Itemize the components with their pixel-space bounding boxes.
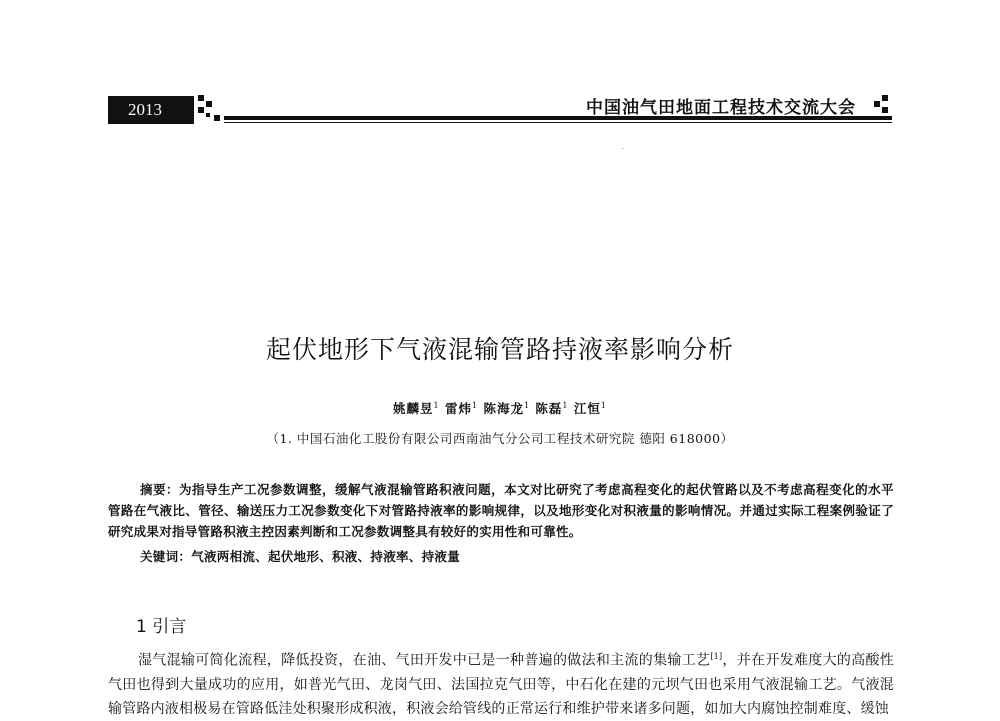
section-number: 1 [136, 617, 147, 637]
author-name: 江恒 [573, 401, 601, 416]
scan-speck [622, 148, 623, 149]
header-pixel-ornament-right [868, 93, 892, 117]
author-affiliation: （1. 中国石油化工股份有限公司西南油气分公司工程技术研究院 德阳 618000） [266, 431, 734, 446]
keywords [140, 547, 460, 565]
author-name: 陈磊 [535, 401, 563, 416]
author-name: 姚麟昱 [393, 401, 434, 416]
author-name: 雷炜 [444, 401, 472, 416]
running-header [108, 93, 892, 129]
author-name: 陈海龙 [483, 401, 524, 416]
keywords-text: 气液两相流、起伏地形、积液、持液率、持液量 [191, 549, 461, 564]
body-paragraph [108, 645, 894, 721]
paragraph-text: 湿气混输可简化流程，降低投资，在油、气田开发中已是一种普遍的做法和主流的集输工艺 [138, 652, 711, 669]
paragraph-text: ，并在开发难度大的高酸性气田也得到大量成功的应用，如普光气田、龙岗气田、法国拉克气田等，中石化在建的元坝气田也采用气液混输工艺。气液混输管路内液相极易在管路低洼处积聚形成积液，积液会给管线的正常运行和维护带来诸多问题，如加大内腐蚀控制难度、缓蚀 [108, 652, 895, 717]
author-affil-mark: 1 [523, 400, 531, 410]
abstract-label: 摘要： [140, 482, 180, 497]
paper-title: 起伏地形下气液混输管路持液率影响分析 [265, 335, 734, 364]
author-affil-mark: 1 [433, 400, 440, 410]
header-rule-thin [224, 122, 892, 123]
section-title: 引言 [152, 617, 187, 637]
author-list [0, 399, 1000, 417]
author-affil-mark: 1 [471, 400, 479, 410]
header-conference-name: 中国油气田地面工程技术交流大会 [586, 98, 856, 118]
header-year: 2013 [108, 96, 194, 124]
citation-ref: [1] [710, 652, 723, 661]
author-affil-mark: 1 [600, 400, 607, 410]
keywords-label: 关键词： [140, 549, 192, 564]
header-pixel-ornament-left [194, 93, 224, 125]
abstract [108, 479, 894, 542]
author-affil-mark: 1 [562, 400, 569, 410]
section-heading [136, 612, 186, 637]
abstract-text: 为指导生产工况参数调整，缓解气液混输管路积液问题，本文对比研究了考虑高程变化的起伏管路以及不考虑高程变化的水平管路在气液比、管径、输送压力工况参数变化下对管路持液率的影响规律，以及地形变化对积液量的影响情况。并通过实际工程案例验证了研究成果对指导管路积液主控因素判断和工况参数调整具有较好的实用性和可靠性。 [108, 482, 894, 539]
